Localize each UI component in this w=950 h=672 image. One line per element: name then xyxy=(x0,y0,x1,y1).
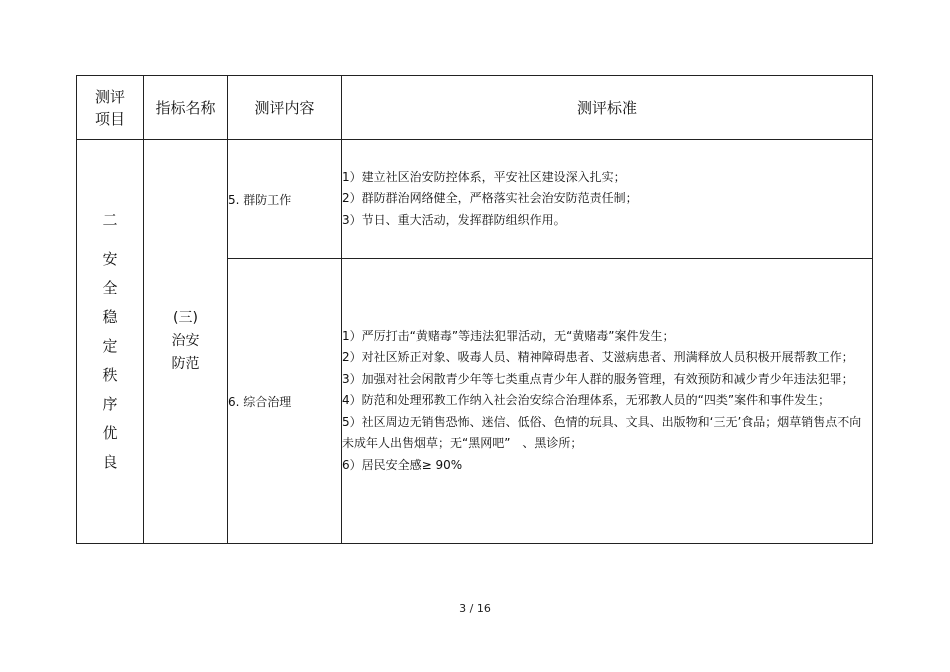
standard-item: 2）群防群治网络健全，严格落实社会治安防范责任制； xyxy=(342,191,638,206)
indicator-line: 治安 xyxy=(171,333,200,349)
content-cell: 6. 综合治理 xyxy=(228,259,342,544)
header-standard: 测评标准 xyxy=(342,76,873,140)
standard-item: 4）防范和处理邪教工作纳入社会治安综合治理体系，无邪教人员的“四类”案件和事件发生； xyxy=(342,393,831,408)
standard-item: 3）加强对社会闲散青少年等七类重点青少年人群的服务管理，有效预防和减少青少年违法犯罪； xyxy=(342,371,854,386)
header-content: 测评内容 xyxy=(228,76,342,140)
page-number: 3 / 16 xyxy=(459,602,491,615)
header-item xyxy=(77,76,144,140)
item-char: 秩 xyxy=(102,366,118,384)
content-cell: 5. 群防工作 xyxy=(228,140,342,259)
item-cell xyxy=(77,140,144,544)
item-char: 优 xyxy=(102,424,118,442)
item-char: 安 xyxy=(102,250,118,268)
header-item-line1: 测评 xyxy=(94,87,125,106)
indicator-line: (三) xyxy=(173,310,198,326)
header-indicator: 指标名称 xyxy=(144,76,228,140)
item-char: 序 xyxy=(102,395,118,413)
standard-item: 5）社区周边无销售恐怖、迷信、低俗、色情的玩具、文具、出版物和‘三无’食品；烟草销售点不向未成年人出售烟草；无“黑网吧” 、黑诊所； xyxy=(342,414,862,451)
item-char: 二 xyxy=(102,211,118,229)
item-char: 良 xyxy=(102,453,118,471)
standard-item: 2）对社区矫正对象、吸毒人员、精神障碍患者、艾滋病患者、刑满释放人员积极开展帮教工作； xyxy=(342,350,854,365)
item-char: 稳 xyxy=(102,308,118,326)
standard-cell xyxy=(342,259,873,544)
header-item-line2: 项目 xyxy=(94,109,125,128)
table-row xyxy=(77,140,873,259)
evaluation-table xyxy=(76,75,873,544)
standard-item: 1）建立社区治安防控体系，平安社区建设深入扎实； xyxy=(342,169,626,184)
indicator-cell xyxy=(144,140,228,544)
item-char: 定 xyxy=(102,337,118,355)
standard-item: 1）严厉打击“黄赌毒”等违法犯罪活动，无“黄赌毒”案件发生； xyxy=(342,328,675,343)
item-char: 全 xyxy=(102,279,118,297)
standard-item: 6）居民安全感≥ 90% xyxy=(342,457,463,472)
header-row xyxy=(77,76,873,140)
standard-cell xyxy=(342,140,873,259)
item-vertical-text xyxy=(101,206,119,477)
indicator-line: 防范 xyxy=(171,356,200,372)
standard-item: 3）节日、重大活动，发挥群防组织作用。 xyxy=(342,212,566,227)
